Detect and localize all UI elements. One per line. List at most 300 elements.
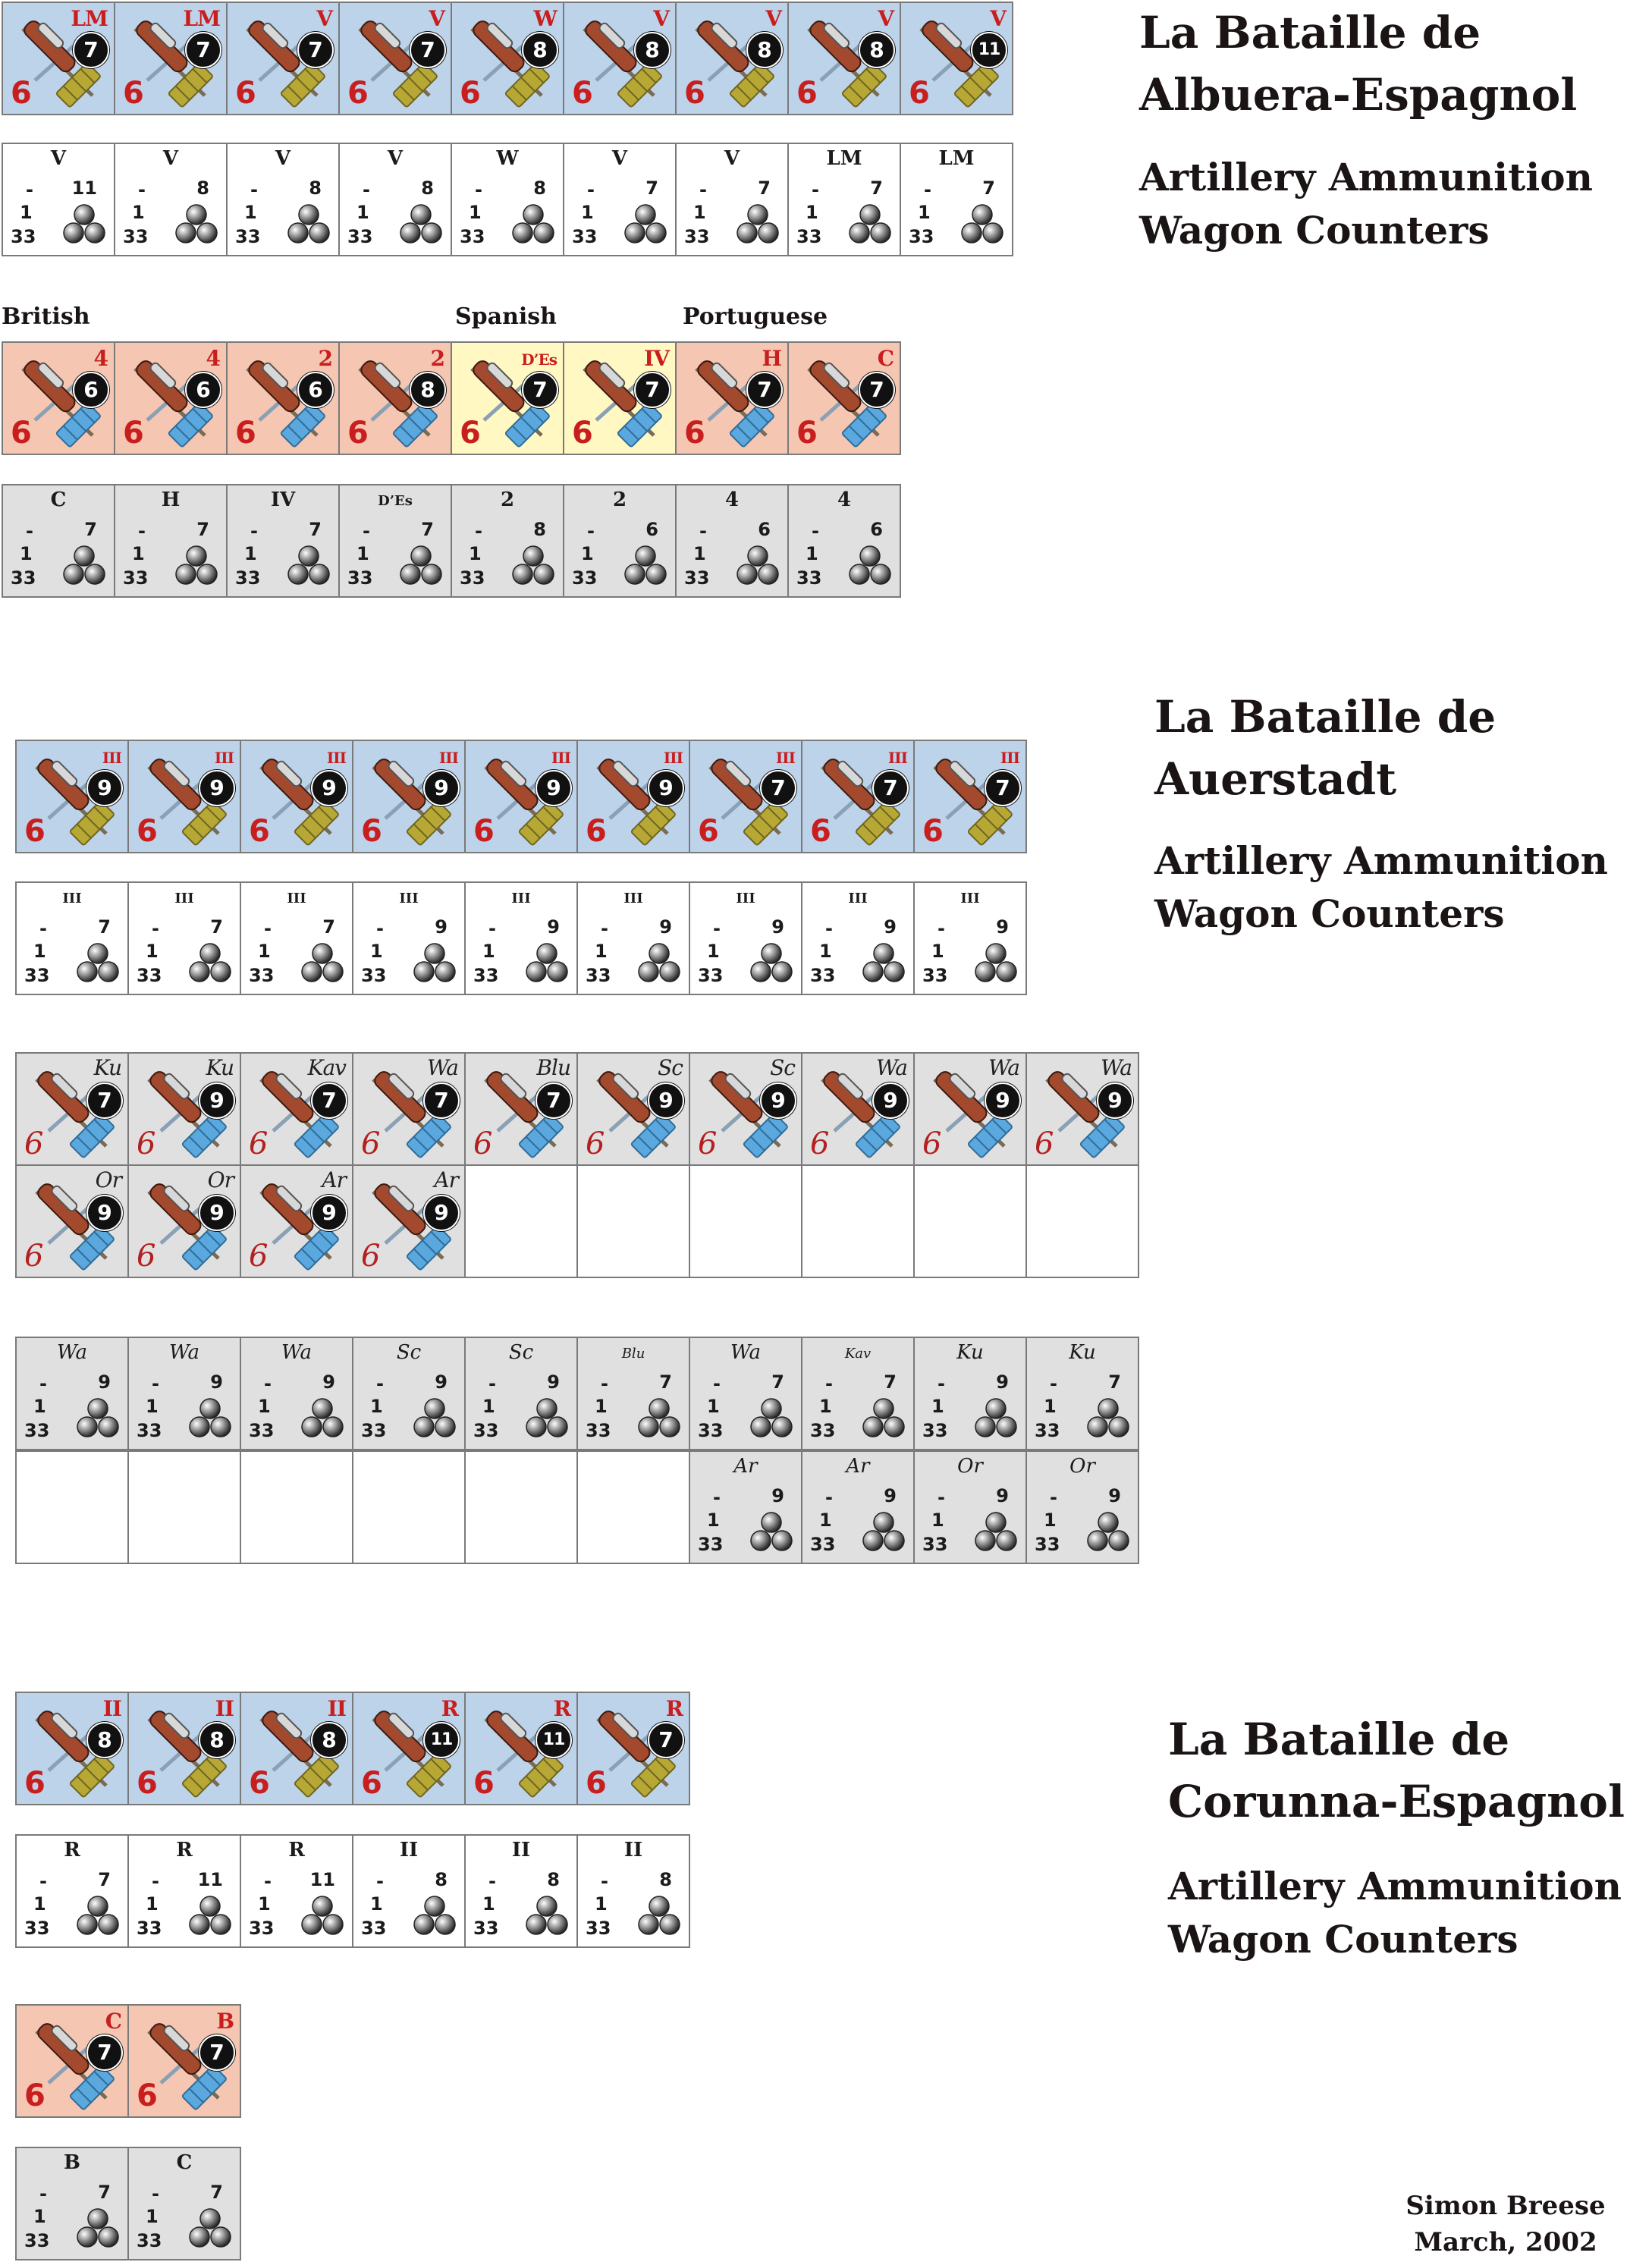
wagon-title: V	[387, 147, 404, 170]
counter-rating-disc: 11	[971, 32, 1007, 68]
counter-rating-disc: 9	[985, 1082, 1021, 1119]
counter-rating-disc: 7	[73, 32, 109, 68]
counter-rating-disc: 9	[311, 770, 347, 806]
wagon-title: D’Es	[378, 493, 413, 509]
counter-strength: 6	[235, 76, 256, 111]
wagon-ammo-value: 7	[659, 1371, 672, 1393]
wagon-thirty-three-value: 33	[123, 567, 149, 589]
wagon-thirty-three-value: 33	[137, 1918, 162, 1939]
wagon-dash: -	[601, 1373, 608, 1394]
ammunition-wagon-counter[interactable]	[787, 484, 901, 598]
ammunition-wagon-counter[interactable]	[352, 1834, 466, 1948]
counter-rating-disc: 7	[86, 2034, 123, 2071]
artillery-counter[interactable]	[576, 1052, 690, 1166]
wagon-dash: -	[488, 1871, 496, 1892]
wagon-ammo-value: 8	[435, 1869, 448, 1890]
wagon-dash: -	[264, 918, 272, 939]
wagon-title: Wa	[57, 1341, 87, 1364]
counter-strength: 6	[361, 1239, 381, 1274]
wagon-title: W	[496, 147, 519, 170]
artillery-counter[interactable]	[338, 2, 452, 115]
wagon-dash: -	[475, 520, 482, 542]
wagon-one-value: 1	[707, 1396, 720, 1417]
wagon-title: 4	[837, 489, 852, 511]
counter-unit-mark: Ku	[206, 1055, 234, 1080]
wagon-dash: -	[1050, 1373, 1057, 1394]
artillery-counter[interactable]	[689, 740, 802, 853]
counter-unit-mark: III	[887, 749, 907, 767]
artillery-counter[interactable]	[338, 341, 452, 455]
artillery-counter[interactable]	[563, 2, 677, 115]
ammunition-wagon-counter[interactable]	[114, 143, 228, 256]
counter-strength: 6	[24, 1126, 44, 1161]
wagon-title: III	[960, 891, 980, 906]
wagon-one-value: 1	[595, 1396, 608, 1417]
ammunition-wagon-counter[interactable]	[338, 143, 452, 256]
cannonballs-icon	[62, 545, 106, 587]
counter-strength: 6	[137, 2078, 158, 2113]
corunna-sub-line1: Artillery Ammunition	[1168, 1864, 1622, 1909]
counter-unit-mark: III	[663, 749, 683, 767]
wagon-thirty-three-value: 33	[572, 226, 598, 247]
ammunition-wagon-counter[interactable]	[451, 484, 564, 598]
ammunition-wagon-counter[interactable]	[801, 1337, 915, 1450]
artillery-counter[interactable]	[464, 1692, 578, 1805]
cannonballs-icon	[188, 1895, 232, 1937]
wagon-thirty-three-value: 33	[684, 567, 710, 589]
counter-strength: 6	[123, 76, 144, 111]
wagon-one-value: 1	[806, 543, 818, 564]
albuera-subtitle	[1139, 151, 1593, 257]
wagon-title: H	[161, 489, 181, 511]
artillery-counter[interactable]	[576, 1692, 690, 1805]
wagon-one-value: 1	[258, 941, 271, 962]
cannonballs-icon	[300, 1895, 344, 1937]
counter-strength: 6	[572, 416, 593, 451]
ammunition-wagon-counter[interactable]	[913, 881, 1027, 995]
counter-rating-disc: 7	[859, 372, 895, 408]
artillery-counter[interactable]	[240, 1164, 353, 1278]
artillery-counter[interactable]	[451, 2, 564, 115]
artillery-counter[interactable]	[127, 1692, 241, 1805]
wagon-title: III	[736, 891, 755, 906]
wagon-dash: -	[937, 918, 945, 939]
artillery-counter[interactable]	[127, 2004, 241, 2118]
artillery-counter[interactable]	[675, 2, 789, 115]
wagon-title: V	[50, 147, 67, 170]
wagon-ammo-value: 7	[98, 1869, 111, 1890]
counter-strength: 6	[1035, 1126, 1054, 1161]
counter-rating-disc: 7	[297, 32, 334, 68]
ammunition-wagon-counter[interactable]	[576, 881, 690, 995]
artillery-counter[interactable]	[352, 1692, 466, 1805]
artillery-counter[interactable]	[913, 1052, 1027, 1166]
wagon-ammo-value: 9	[210, 1371, 223, 1393]
counter-rating-disc: 11	[423, 1722, 460, 1758]
wagon-dash: -	[376, 918, 384, 939]
counter-unit-mark: Ku	[93, 1055, 121, 1080]
wagon-thirty-three-value: 33	[796, 226, 822, 247]
wagon-ammo-value: 8	[196, 178, 209, 199]
wagon-dash: -	[376, 1373, 384, 1394]
wagon-ammo-value: 6	[870, 519, 883, 540]
empty-wagon-slot	[240, 1450, 353, 1564]
empty-counter-slot	[689, 1164, 802, 1278]
artillery-counter[interactable]	[240, 1692, 353, 1805]
wagon-thirty-three-value: 33	[586, 1918, 611, 1939]
ammunition-wagon-counter[interactable]	[913, 1450, 1027, 1564]
albuera-french-counter-row	[2, 2, 1012, 115]
wagon-thirty-three-value: 33	[572, 567, 598, 589]
counter-strength: 6	[572, 76, 593, 111]
ammunition-wagon-counter[interactable]	[464, 1337, 578, 1450]
wagon-dash: -	[250, 179, 258, 200]
wagon-thirty-three-value: 33	[137, 1420, 162, 1441]
ammunition-wagon-counter[interactable]	[689, 1337, 802, 1450]
counter-strength: 6	[796, 416, 818, 451]
label-spanish: Spanish	[455, 303, 557, 330]
wagon-title: V	[275, 147, 291, 170]
wagon-title: V	[611, 147, 628, 170]
artillery-counter[interactable]	[464, 740, 578, 853]
auerstadt-prussian-wagon-grid-1	[15, 1337, 1153, 1449]
ammunition-wagon-counter[interactable]	[576, 1834, 690, 1948]
wagon-title: III	[174, 891, 194, 906]
ammunition-wagon-counter[interactable]	[451, 143, 564, 256]
counter-strength: 6	[347, 416, 369, 451]
ammunition-wagon-counter[interactable]	[15, 1834, 129, 1948]
empty-wagon-slot	[15, 1450, 129, 1564]
counter-unit-mark: H	[762, 346, 781, 371]
counter-strength: 6	[137, 814, 158, 849]
wagon-one-value: 1	[482, 1396, 495, 1417]
wagon-one-value: 1	[370, 1396, 383, 1417]
counter-strength: 6	[473, 1126, 493, 1161]
counter-rating-disc: 9	[872, 1082, 909, 1119]
counter-rating-disc: 7	[410, 32, 446, 68]
wagon-title: III	[511, 891, 531, 906]
wagon-ammo-value: 7	[982, 178, 995, 199]
empty-counter-slot	[913, 1164, 1027, 1278]
wagon-ammo-value: 8	[659, 1869, 672, 1890]
wagon-thirty-three-value: 33	[473, 965, 499, 986]
wagon-title: Ar	[733, 1455, 758, 1478]
corunna-subtitle	[1168, 1860, 1622, 1966]
wagon-one-value: 1	[931, 941, 944, 962]
ammunition-wagon-counter[interactable]	[675, 484, 789, 598]
counter-rating-disc: 7	[185, 32, 221, 68]
counter-unit-mark: C	[105, 2009, 121, 2034]
ammunition-wagon-counter[interactable]	[1025, 1337, 1139, 1450]
counter-strength: 6	[361, 1126, 381, 1161]
wagon-thirty-three-value: 33	[922, 1534, 948, 1555]
counter-rating-disc: 6	[297, 372, 334, 408]
ammunition-wagon-counter[interactable]	[801, 881, 915, 995]
ammunition-wagon-counter[interactable]	[127, 1834, 241, 1948]
wagon-title: V	[724, 147, 740, 170]
wagon-ammo-value: 9	[884, 916, 897, 938]
wagon-ammo-value: 7	[322, 916, 335, 938]
wagon-thirty-three-value: 33	[810, 1534, 836, 1555]
counter-rating-disc: 6	[73, 372, 109, 408]
ammunition-wagon-counter[interactable]	[240, 1337, 353, 1450]
ammunition-wagon-counter[interactable]	[15, 881, 129, 995]
artillery-counter[interactable]	[464, 1052, 578, 1166]
wagon-thirty-three-value: 33	[249, 1918, 275, 1939]
artillery-counter[interactable]	[451, 341, 564, 455]
counter-rating-disc: 7	[311, 1082, 347, 1119]
wagon-thirty-three-value: 33	[347, 226, 373, 247]
ammunition-wagon-counter[interactable]	[226, 143, 340, 256]
wagon-thirty-three-value: 33	[1035, 1534, 1060, 1555]
ammunition-wagon-counter[interactable]	[913, 1337, 1027, 1450]
wagon-thirty-three-value: 33	[249, 965, 275, 986]
artillery-counter[interactable]	[900, 2, 1013, 115]
ammunition-wagon-counter[interactable]	[352, 881, 466, 995]
counter-rating-disc: 8	[634, 32, 671, 68]
ammunition-wagon-counter[interactable]	[2, 484, 115, 598]
artillery-counter[interactable]	[226, 2, 340, 115]
wagon-ammo-value: 7	[196, 519, 209, 540]
ammunition-wagon-counter[interactable]	[15, 1337, 129, 1450]
wagon-title: C	[176, 2151, 193, 2174]
wagon-title: Ku	[956, 1341, 984, 1364]
wagon-ammo-value: 7	[98, 916, 111, 938]
wagon-dash: -	[26, 520, 33, 542]
ammunition-wagon-counter[interactable]	[675, 143, 789, 256]
albuera-title-line1: La Bataille de	[1139, 7, 1481, 58]
ammunition-wagon-counter[interactable]	[801, 1450, 915, 1564]
ammunition-wagon-counter[interactable]	[127, 881, 241, 995]
counter-rating-disc: 8	[746, 32, 783, 68]
counter-rating-disc: 9	[535, 770, 572, 806]
artillery-counter[interactable]	[689, 1052, 802, 1166]
artillery-counter[interactable]	[15, 1052, 129, 1166]
wagon-dash: -	[924, 179, 931, 200]
cannonballs-icon	[623, 545, 667, 587]
ammunition-wagon-counter[interactable]	[689, 1450, 802, 1564]
counter-rating-disc: 8	[859, 32, 895, 68]
wagon-title: III	[287, 891, 306, 906]
counter-rating-disc: 7	[985, 770, 1021, 806]
counter-unit-mark: II	[102, 1696, 121, 1721]
wagon-dash: -	[937, 1373, 945, 1394]
counter-rating-disc: 9	[760, 1082, 796, 1119]
albuera-allied-wagon-row	[2, 484, 900, 598]
wagon-ammo-value: 7	[98, 2182, 111, 2203]
ammunition-wagon-counter[interactable]	[15, 2147, 129, 2260]
artillery-counter[interactable]	[240, 1052, 353, 1166]
wagon-one-value: 1	[244, 543, 257, 564]
artillery-counter[interactable]	[127, 1164, 241, 1278]
wagon-ammo-value: 9	[659, 916, 672, 938]
artillery-counter[interactable]	[127, 740, 241, 853]
artillery-counter[interactable]	[114, 341, 228, 455]
wagon-title: Sc	[396, 1341, 422, 1364]
ammunition-wagon-counter[interactable]	[127, 1337, 241, 1450]
wagon-dash: -	[713, 918, 721, 939]
cannonballs-icon	[413, 942, 457, 985]
cannonballs-icon	[525, 942, 569, 985]
cannonballs-icon	[637, 1895, 681, 1937]
cannonballs-icon	[525, 1397, 569, 1440]
wagon-dash: -	[699, 520, 707, 542]
wagon-thirty-three-value: 33	[684, 226, 710, 247]
wagon-one-value: 1	[132, 543, 145, 564]
artillery-counter[interactable]	[2, 2, 115, 115]
wagon-one-value: 1	[469, 543, 482, 564]
artillery-counter[interactable]	[801, 740, 915, 853]
wagon-thirty-three-value: 33	[698, 1420, 724, 1441]
ammunition-wagon-counter[interactable]	[240, 1834, 353, 1948]
ammunition-wagon-counter[interactable]	[127, 2147, 241, 2260]
counter-strength: 6	[347, 76, 369, 111]
ammunition-wagon-counter[interactable]	[2, 143, 115, 256]
wagon-ammo-value: 7	[309, 519, 322, 540]
counter-unit-mark: B	[216, 2009, 234, 2034]
wagon-dash: -	[138, 520, 146, 542]
counter-unit-mark: V	[653, 6, 669, 31]
wagon-one-value: 1	[819, 1396, 832, 1417]
artillery-counter[interactable]	[563, 341, 677, 455]
counter-strength: 6	[361, 1766, 382, 1801]
wagon-thirty-three-value: 33	[235, 226, 261, 247]
ammunition-wagon-counter[interactable]	[464, 1834, 578, 1948]
wagon-thirty-three-value: 33	[586, 965, 611, 986]
wagon-title: II	[623, 1839, 643, 1861]
auerstadt-sub-line2: Wagon Counters	[1154, 891, 1505, 936]
ammunition-wagon-counter[interactable]	[576, 1337, 690, 1450]
albuera-title-line2: Albuera-Espagnol	[1139, 69, 1578, 121]
counter-strength: 6	[473, 1766, 495, 1801]
wagon-thirty-three-value: 33	[460, 567, 485, 589]
wagon-ammo-value: 9	[996, 1485, 1009, 1506]
artillery-counter[interactable]	[226, 341, 340, 455]
wagon-title: III	[623, 891, 643, 906]
wagon-thirty-three-value: 33	[11, 567, 36, 589]
artillery-counter[interactable]	[913, 740, 1027, 853]
empty-wagon-slot	[576, 1450, 690, 1564]
wagon-dash: -	[26, 179, 33, 200]
wagon-thirty-three-value: 33	[473, 1420, 499, 1441]
cannonballs-icon	[76, 2207, 120, 2250]
wagon-dash: -	[937, 1487, 945, 1508]
auerstadt-prussian-counter-grid	[15, 1052, 1153, 1277]
wagon-one-value: 1	[707, 941, 720, 962]
counter-unit-mark: Sc	[770, 1055, 795, 1080]
label-british: British	[2, 303, 90, 330]
wagon-title: Wa	[169, 1341, 199, 1364]
artillery-counter[interactable]	[675, 341, 789, 455]
corunna-british-wagon-row	[15, 2147, 240, 2260]
artillery-counter[interactable]	[787, 2, 901, 115]
cannonballs-icon	[76, 942, 120, 985]
artillery-counter[interactable]	[787, 341, 901, 455]
cannonballs-icon	[174, 203, 218, 246]
corunna-title	[1168, 1708, 1625, 1833]
ammunition-wagon-counter[interactable]	[563, 143, 677, 256]
wagon-dash: -	[713, 1487, 721, 1508]
ammunition-wagon-counter[interactable]	[226, 484, 340, 598]
counter-unit-mark: V	[990, 6, 1006, 31]
artillery-counter[interactable]	[15, 2004, 129, 2118]
wagon-dash: -	[601, 1871, 608, 1892]
wagon-one-value: 1	[581, 543, 594, 564]
wagon-dash: -	[1050, 1487, 1057, 1508]
wagon-title: Blu	[621, 1346, 645, 1362]
counter-unit-mark: R	[665, 1696, 683, 1721]
wagon-dash: -	[475, 179, 482, 200]
ammunition-wagon-counter[interactable]	[338, 484, 452, 598]
artillery-counter[interactable]	[801, 1052, 915, 1166]
wagon-dash: -	[812, 179, 819, 200]
artillery-counter[interactable]	[15, 740, 129, 853]
artillery-counter[interactable]	[576, 740, 690, 853]
artillery-counter[interactable]	[15, 1692, 129, 1805]
ammunition-wagon-counter[interactable]	[464, 881, 578, 995]
counter-rating-disc: 9	[86, 1195, 123, 1231]
empty-wagon-slot	[127, 1450, 241, 1564]
ammunition-wagon-counter[interactable]	[787, 143, 901, 256]
wagon-dash: -	[587, 179, 595, 200]
artillery-counter[interactable]	[114, 2, 228, 115]
counter-unit-mark: III	[326, 749, 346, 767]
albuera-allied-counter-row	[2, 341, 900, 455]
artillery-counter[interactable]	[127, 1052, 241, 1166]
artillery-counter[interactable]	[352, 740, 466, 853]
ammunition-wagon-counter[interactable]	[352, 1337, 466, 1450]
credit	[1365, 2188, 1646, 2260]
wagon-dash: -	[825, 1373, 833, 1394]
ammunition-wagon-counter[interactable]	[689, 881, 802, 995]
ammunition-wagon-counter[interactable]	[563, 484, 677, 598]
artillery-counter[interactable]	[352, 1052, 466, 1166]
cannonballs-icon	[188, 1397, 232, 1440]
wagon-one-value: 1	[258, 1893, 271, 1915]
artillery-counter[interactable]	[352, 1164, 466, 1278]
wagon-thirty-three-value: 33	[24, 1420, 50, 1441]
wagon-one-value: 1	[258, 1396, 271, 1417]
auerstadt-subtitle	[1154, 834, 1608, 941]
wagon-dash: -	[152, 918, 159, 939]
counter-strength: 6	[684, 76, 705, 111]
ammunition-wagon-counter[interactable]	[240, 881, 353, 995]
ammunition-wagon-counter[interactable]	[1025, 1450, 1139, 1564]
wagon-ammo-value: 8	[533, 519, 546, 540]
wagon-one-value: 1	[33, 1396, 46, 1417]
wagon-thirty-three-value: 33	[796, 567, 822, 589]
artillery-counter[interactable]	[15, 1164, 129, 1278]
artillery-counter[interactable]	[1025, 1052, 1139, 1166]
wagon-dash: -	[264, 1373, 272, 1394]
counter-strength: 6	[235, 416, 256, 451]
counter-unit-mark: R	[441, 1696, 458, 1721]
cannonballs-icon	[637, 1397, 681, 1440]
counter-strength: 6	[249, 1239, 269, 1274]
ammunition-wagon-counter[interactable]	[114, 484, 228, 598]
cannonballs-icon	[413, 1895, 457, 1937]
counter-unit-mark: Ar	[322, 1167, 346, 1192]
counter-rating-disc: 7	[746, 372, 783, 408]
counter-strength: 6	[24, 1766, 46, 1801]
counter-strength: 6	[24, 1239, 44, 1274]
wagon-one-value: 1	[469, 202, 482, 223]
ammunition-wagon-counter[interactable]	[900, 143, 1013, 256]
artillery-counter[interactable]	[2, 341, 115, 455]
artillery-counter[interactable]	[240, 740, 353, 853]
counter-strength: 6	[137, 1766, 158, 1801]
counter-unit-mark: 4	[206, 346, 220, 371]
